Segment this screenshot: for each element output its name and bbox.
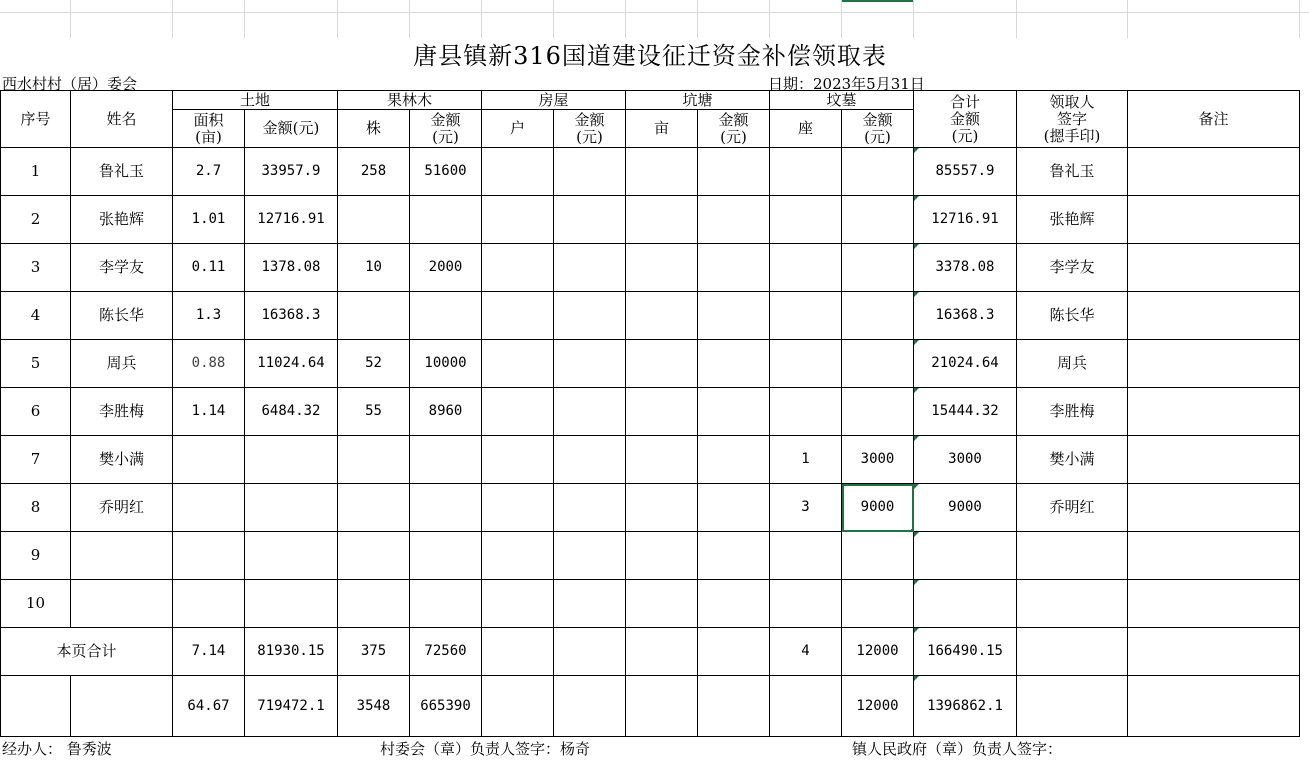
- table-row: [1, 484, 1300, 532]
- cell-orchard-amount[interactable]: [410, 580, 482, 628]
- grand-total-orchard-amount[interactable]: 665390: [410, 676, 482, 737]
- cell-pond-amount[interactable]: [698, 148, 770, 196]
- cell-orchard-count[interactable]: 10: [338, 244, 410, 292]
- cell-grave-amount[interactable]: [842, 292, 914, 340]
- cell-orchard-count[interactable]: [338, 292, 410, 340]
- header-orchard-amount[interactable]: 金额 (元): [410, 110, 482, 148]
- cell-land-amount[interactable]: 1378.08: [245, 244, 338, 292]
- cell-land-area[interactable]: 0.11: [173, 244, 245, 292]
- cell-signer[interactable]: 李胜梅: [1017, 388, 1128, 436]
- page-total-land-amount[interactable]: 81930.15: [245, 628, 338, 676]
- cell-total[interactable]: 9000: [914, 484, 1017, 532]
- grand-total-house-amount[interactable]: [554, 676, 626, 737]
- cell-house-amount[interactable]: [554, 580, 626, 628]
- cell-grave-unit[interactable]: [770, 580, 842, 628]
- cell-orchard-count[interactable]: [338, 532, 410, 580]
- cell-name[interactable]: 李胜梅: [71, 388, 173, 436]
- cell-total[interactable]: [914, 532, 1017, 580]
- cell-orchard-amount[interactable]: 2000: [410, 244, 482, 292]
- page-total-orchard-amount[interactable]: 72560: [410, 628, 482, 676]
- page-total-pond-amount[interactable]: [698, 628, 770, 676]
- cell-grave-amount[interactable]: [842, 388, 914, 436]
- cell-orchard-amount[interactable]: [410, 196, 482, 244]
- table-row: [1, 580, 1300, 628]
- cell-seq[interactable]: 1: [1, 148, 71, 196]
- cell-land-amount[interactable]: [245, 532, 338, 580]
- grand-total-grave-amount[interactable]: 12000: [842, 676, 914, 737]
- village-label[interactable]: 西水村村（居）委会: [2, 75, 138, 93]
- grand-total-seq[interactable]: [1, 676, 71, 737]
- cell-seq[interactable]: 3: [1, 244, 71, 292]
- cell-name[interactable]: [71, 580, 173, 628]
- cell-remark[interactable]: [1128, 148, 1300, 196]
- cell-land-amount[interactable]: 6484.32: [245, 388, 338, 436]
- cell-name[interactable]: 周兵: [71, 340, 173, 388]
- table-row: [1, 148, 1300, 196]
- header-orchard[interactable]: 果林木: [338, 91, 482, 110]
- cell-total[interactable]: 85557.9: [914, 148, 1017, 196]
- cell-house-unit[interactable]: [482, 532, 554, 580]
- cell-pond-unit[interactable]: [626, 580, 698, 628]
- page-total-house-unit[interactable]: [482, 628, 554, 676]
- cell-land-amount[interactable]: 33957.9: [245, 148, 338, 196]
- cell-house-unit[interactable]: [482, 484, 554, 532]
- page-total-orchard-count[interactable]: 375: [338, 628, 410, 676]
- cell-remark[interactable]: [1128, 532, 1300, 580]
- footer-committee[interactable]: 村委会（章）负责人签字：杨奇: [380, 740, 591, 758]
- cell-orchard-amount[interactable]: 51600: [410, 148, 482, 196]
- cell-total[interactable]: 21024.64: [914, 340, 1017, 388]
- cell-grave-amount-selected[interactable]: 9000: [842, 484, 914, 532]
- cell-orchard-amount[interactable]: 8960: [410, 388, 482, 436]
- header-signer[interactable]: 领取人 签字 (摁手印): [1017, 91, 1128, 148]
- cell-total[interactable]: 3000: [914, 436, 1017, 484]
- cell-pond-unit[interactable]: [626, 244, 698, 292]
- cell-orchard-count[interactable]: [338, 580, 410, 628]
- cell-house-unit[interactable]: [482, 340, 554, 388]
- cell-land-amount[interactable]: 16368.3: [245, 292, 338, 340]
- cell-house-amount[interactable]: [554, 532, 626, 580]
- cell-orchard-amount[interactable]: [410, 436, 482, 484]
- cell-house-unit[interactable]: [482, 196, 554, 244]
- cell-total[interactable]: 15444.32: [914, 388, 1017, 436]
- cell-name[interactable]: 陈长华: [71, 292, 173, 340]
- cell-house-amount[interactable]: [554, 292, 626, 340]
- cell-house-unit[interactable]: [482, 148, 554, 196]
- cell-land-area[interactable]: [173, 436, 245, 484]
- cell-house-unit[interactable]: [482, 580, 554, 628]
- compensation-table: [0, 90, 1300, 737]
- header-land-area[interactable]: 面积 (亩): [173, 110, 245, 148]
- cell-grave-amount[interactable]: [842, 244, 914, 292]
- cell-orchard-amount[interactable]: [410, 484, 482, 532]
- cell-orchard-count[interactable]: 258: [338, 148, 410, 196]
- cell-signer[interactable]: [1017, 532, 1128, 580]
- cell-land-area[interactable]: [173, 484, 245, 532]
- date-label[interactable]: 日期：2023年5月31日: [768, 75, 925, 93]
- cell-remark[interactable]: [1128, 196, 1300, 244]
- grand-total-signer[interactable]: [1017, 676, 1128, 737]
- grand-total-house-unit[interactable]: [482, 676, 554, 737]
- column-selection-indicator: [842, 0, 913, 2]
- cell-grave-amount[interactable]: [842, 196, 914, 244]
- cell-grave-unit[interactable]: [770, 148, 842, 196]
- cell-house-amount[interactable]: [554, 340, 626, 388]
- cell-pond-amount[interactable]: [698, 196, 770, 244]
- cell-pond-unit[interactable]: [626, 196, 698, 244]
- header-house-unit[interactable]: 户: [482, 110, 554, 148]
- cell-pond-amount[interactable]: [698, 436, 770, 484]
- grand-total-grave-unit[interactable]: [770, 676, 842, 737]
- cell-name[interactable]: 李学友: [71, 244, 173, 292]
- cell-signer[interactable]: 乔明红: [1017, 484, 1128, 532]
- cell-remark[interactable]: [1128, 292, 1300, 340]
- cell-orchard-amount[interactable]: [410, 532, 482, 580]
- cell-pond-unit[interactable]: [626, 148, 698, 196]
- header-grave-unit[interactable]: 座: [770, 110, 842, 148]
- footer-handler[interactable]: 经办人： 鲁秀波: [2, 740, 112, 758]
- cell-house-amount[interactable]: [554, 244, 626, 292]
- footer-government[interactable]: 镇人民政府（章）负责人签字：: [852, 740, 1063, 758]
- cell-land-amount[interactable]: 11024.64: [245, 340, 338, 388]
- grand-total-orchard-count[interactable]: 3548: [338, 676, 410, 737]
- page-total-amount[interactable]: 166490.15: [914, 628, 1017, 676]
- page-total-signer[interactable]: [1017, 628, 1128, 676]
- cell-remark[interactable]: [1128, 244, 1300, 292]
- cell-pond-amount[interactable]: [698, 340, 770, 388]
- cell-name[interactable]: 乔明红: [71, 484, 173, 532]
- header-seq[interactable]: 序号: [1, 91, 71, 148]
- cell-signer[interactable]: 鲁礼玉: [1017, 148, 1128, 196]
- cell-total[interactable]: [914, 580, 1017, 628]
- table-row: [1, 340, 1300, 388]
- cell-land-amount[interactable]: [245, 436, 338, 484]
- cell-pond-unit[interactable]: [626, 532, 698, 580]
- header-pond-amount[interactable]: 金额 (元): [698, 110, 770, 148]
- cell-orchard-count[interactable]: [338, 436, 410, 484]
- header-land[interactable]: 土地: [173, 91, 338, 110]
- cell-remark[interactable]: [1128, 484, 1300, 532]
- spreadsheet-gridlines: [0, 0, 1309, 38]
- cell-signer[interactable]: [1017, 580, 1128, 628]
- cell-orchard-count[interactable]: [338, 484, 410, 532]
- cell-house-amount[interactable]: [554, 388, 626, 436]
- header-orchard-count[interactable]: 株: [338, 110, 410, 148]
- cell-pond-amount[interactable]: [698, 244, 770, 292]
- cell-pond-amount[interactable]: [698, 484, 770, 532]
- cell-remark[interactable]: [1128, 388, 1300, 436]
- page-total-land-area[interactable]: 7.14: [173, 628, 245, 676]
- header-house-amount[interactable]: 金额 (元): [554, 110, 626, 148]
- table-row: [1, 244, 1300, 292]
- grand-total-pond-unit[interactable]: [626, 676, 698, 737]
- cell-land-area[interactable]: 1.14: [173, 388, 245, 436]
- cell-remark[interactable]: [1128, 436, 1300, 484]
- cell-grave-amount[interactable]: [842, 340, 914, 388]
- cell-pond-unit[interactable]: [626, 388, 698, 436]
- cell-house-amount[interactable]: [554, 148, 626, 196]
- cell-total[interactable]: 16368.3: [914, 292, 1017, 340]
- cell-land-area[interactable]: 1.01: [173, 196, 245, 244]
- page-total-label[interactable]: 本页合计: [1, 628, 173, 676]
- table-row: [1, 388, 1300, 436]
- header-name[interactable]: 姓名: [71, 91, 173, 148]
- cell-grave-unit[interactable]: 1: [770, 436, 842, 484]
- cell-total[interactable]: 3378.08: [914, 244, 1017, 292]
- cell-pond-unit[interactable]: [626, 484, 698, 532]
- cell-name[interactable]: 鲁礼玉: [71, 148, 173, 196]
- cell-signer[interactable]: 陈长华: [1017, 292, 1128, 340]
- header-house[interactable]: 房屋: [482, 91, 626, 110]
- grand-total-amount[interactable]: 1396862.1: [914, 676, 1017, 737]
- header-land-amount[interactable]: 金额(元): [245, 110, 338, 148]
- table-row: [1, 196, 1300, 244]
- cell-pond-amount[interactable]: [698, 532, 770, 580]
- cell-grave-unit[interactable]: [770, 532, 842, 580]
- page-total-grave-unit[interactable]: 4: [770, 628, 842, 676]
- cell-total[interactable]: 12716.91: [914, 196, 1017, 244]
- cell-remark[interactable]: [1128, 580, 1300, 628]
- cell-signer[interactable]: 樊小满: [1017, 436, 1128, 484]
- header-pond[interactable]: 坑塘: [626, 91, 770, 110]
- cell-signer[interactable]: 张艳辉: [1017, 196, 1128, 244]
- cell-seq[interactable]: 2: [1, 196, 71, 244]
- cell-land-amount[interactable]: 12716.91: [245, 196, 338, 244]
- page-total-grave-amount[interactable]: 12000: [842, 628, 914, 676]
- cell-house-unit[interactable]: [482, 436, 554, 484]
- cell-signer[interactable]: 李学友: [1017, 244, 1128, 292]
- cell-pond-amount[interactable]: [698, 580, 770, 628]
- cell-grave-unit[interactable]: [770, 292, 842, 340]
- cell-seq[interactable]: 7: [1, 436, 71, 484]
- grand-total-land-amount[interactable]: 719472.1: [245, 676, 338, 737]
- grand-total-name[interactable]: [71, 676, 173, 737]
- grand-total-pond-amount[interactable]: [698, 676, 770, 737]
- cell-house-amount[interactable]: [554, 484, 626, 532]
- page-total-house-amount[interactable]: [554, 628, 626, 676]
- table-row: [1, 292, 1300, 340]
- cell-land-area[interactable]: [173, 580, 245, 628]
- header-pond-unit[interactable]: 亩: [626, 110, 698, 148]
- cell-pond-unit[interactable]: [626, 340, 698, 388]
- cell-grave-unit[interactable]: 3: [770, 484, 842, 532]
- cell-seq[interactable]: 8: [1, 484, 71, 532]
- cell-grave-amount[interactable]: [842, 148, 914, 196]
- cell-orchard-count[interactable]: 52: [338, 340, 410, 388]
- cell-grave-amount[interactable]: [842, 580, 914, 628]
- cell-house-unit[interactable]: [482, 388, 554, 436]
- cell-house-amount[interactable]: [554, 436, 626, 484]
- cell-house-unit[interactable]: [482, 292, 554, 340]
- cell-seq[interactable]: 9: [1, 532, 71, 580]
- cell-pond-amount[interactable]: [698, 292, 770, 340]
- grand-total-land-area[interactable]: 64.67: [173, 676, 245, 737]
- sheet-title[interactable]: 唐县镇新316国道建设征迁资金补偿领取表: [413, 42, 887, 70]
- cell-seq[interactable]: 5: [1, 340, 71, 388]
- header-grave-amount[interactable]: 金额 (元): [842, 110, 914, 148]
- cell-grave-unit[interactable]: [770, 244, 842, 292]
- header-remark[interactable]: 备注: [1128, 91, 1300, 148]
- cell-land-area[interactable]: 1.3: [173, 292, 245, 340]
- header-total[interactable]: 合计 金额 (元): [914, 91, 1017, 148]
- cell-land-area[interactable]: 0.88: [173, 340, 245, 388]
- cell-grave-amount[interactable]: 3000: [842, 436, 914, 484]
- cell-pond-unit[interactable]: [626, 436, 698, 484]
- cell-house-amount[interactable]: [554, 196, 626, 244]
- cell-grave-unit[interactable]: [770, 340, 842, 388]
- cell-land-area[interactable]: 2.7: [173, 148, 245, 196]
- cell-name[interactable]: [71, 532, 173, 580]
- cell-land-area[interactable]: [173, 532, 245, 580]
- cell-orchard-amount[interactable]: [410, 292, 482, 340]
- cell-orchard-count[interactable]: 55: [338, 388, 410, 436]
- cell-land-amount[interactable]: [245, 484, 338, 532]
- cell-orchard-amount[interactable]: 10000: [410, 340, 482, 388]
- header-grave[interactable]: 坟墓: [770, 91, 914, 110]
- cell-remark[interactable]: [1128, 340, 1300, 388]
- page-total-remark[interactable]: [1128, 628, 1300, 676]
- cell-orchard-count[interactable]: [338, 196, 410, 244]
- cell-land-amount[interactable]: [245, 580, 338, 628]
- table-row: [1, 436, 1300, 484]
- table-row: [1, 532, 1300, 580]
- grand-total-remark[interactable]: [1128, 676, 1300, 737]
- cell-grave-amount[interactable]: [842, 532, 914, 580]
- cell-seq[interactable]: 6: [1, 388, 71, 436]
- cell-seq[interactable]: 10: [1, 580, 71, 628]
- cell-name[interactable]: 樊小满: [71, 436, 173, 484]
- cell-name[interactable]: 张艳辉: [71, 196, 173, 244]
- cell-pond-unit[interactable]: [626, 292, 698, 340]
- cell-grave-unit[interactable]: [770, 388, 842, 436]
- cell-house-unit[interactable]: [482, 244, 554, 292]
- grand-total-row: [1, 676, 1300, 737]
- cell-grave-unit[interactable]: [770, 196, 842, 244]
- cell-pond-amount[interactable]: [698, 388, 770, 436]
- cell-signer[interactable]: 周兵: [1017, 340, 1128, 388]
- page-total-row: [1, 628, 1300, 676]
- page-total-pond-unit[interactable]: [626, 628, 698, 676]
- cell-seq[interactable]: 4: [1, 292, 71, 340]
